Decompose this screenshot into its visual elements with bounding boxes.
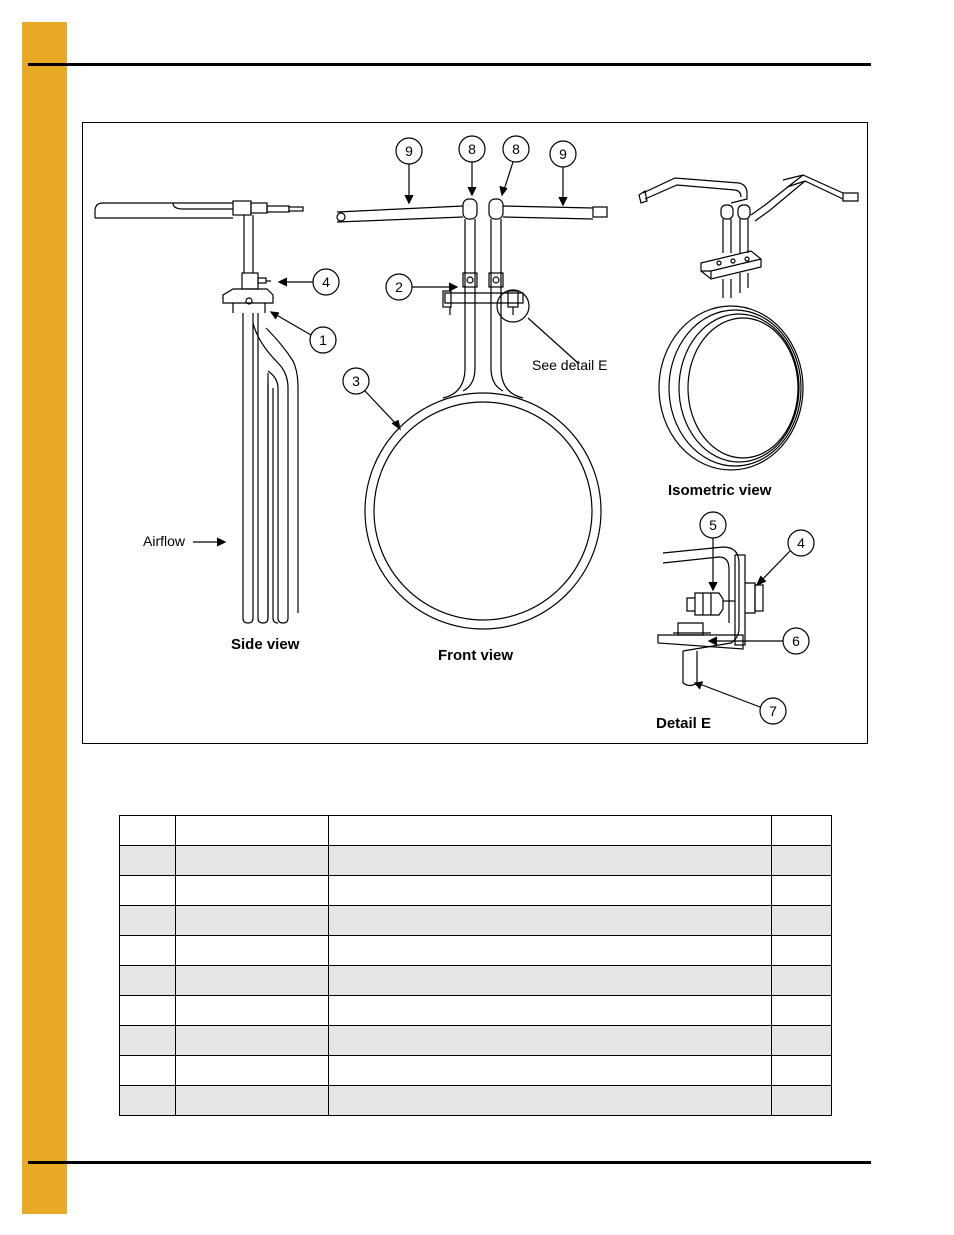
callout-3: 3	[352, 373, 360, 389]
see-detail-label: See detail E	[532, 357, 608, 373]
assembly-figure	[82, 122, 868, 744]
airflow-label: Airflow	[143, 533, 186, 549]
figure-drawing	[83, 123, 869, 745]
side-color-band	[22, 22, 67, 1214]
callout-1: 1	[319, 332, 327, 348]
table-row	[120, 906, 832, 936]
side-view-label: Side view	[231, 636, 300, 653]
callout-4-detail: 4	[797, 535, 805, 551]
isometric-view-label: Isometric view	[668, 482, 772, 499]
footer-rule	[28, 1161, 871, 1164]
callout-9-right: 9	[559, 146, 567, 162]
callout-8-right: 8	[512, 141, 520, 157]
detail-e-label: Detail E	[656, 715, 712, 732]
table-row	[120, 936, 832, 966]
parts-table	[119, 815, 832, 1116]
table-row	[120, 876, 832, 906]
front-view-label: Front view	[438, 647, 514, 664]
callout-2: 2	[395, 279, 403, 295]
detail-e-drawing	[658, 547, 763, 686]
callout-5: 5	[709, 517, 717, 533]
table-row	[120, 966, 832, 996]
callout-9-left: 9	[405, 143, 413, 159]
table-row	[120, 1086, 832, 1116]
callout-6: 6	[792, 633, 800, 649]
isometric-view-drawing	[639, 175, 858, 470]
table-row	[120, 996, 832, 1026]
table-row	[120, 846, 832, 876]
callout-8-left: 8	[468, 141, 476, 157]
front-view-drawing	[337, 199, 607, 629]
callout-7: 7	[769, 703, 777, 719]
callout-4-side: 4	[322, 274, 330, 290]
header-rule	[28, 63, 871, 66]
table-header-row	[120, 816, 832, 846]
side-view-drawing	[95, 201, 303, 623]
table-row	[120, 1056, 832, 1086]
table-row	[120, 1026, 832, 1056]
